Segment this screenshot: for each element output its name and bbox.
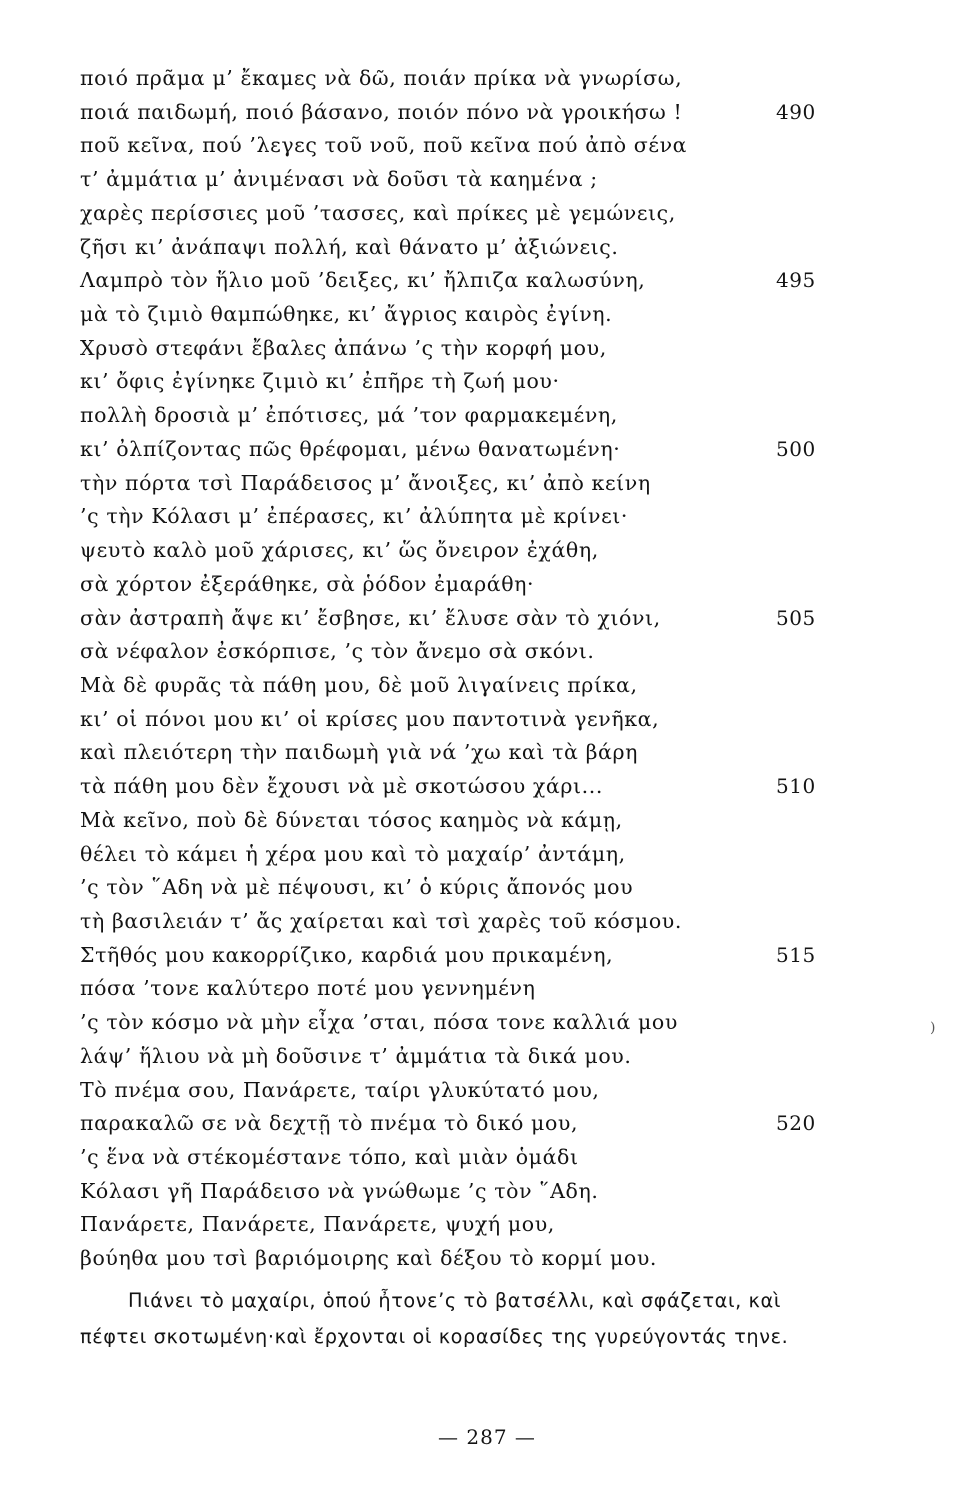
verse-text: χαρὲς περίσσιες μοῦ ’τασσες, καὶ πρίκες μὲ γεμώνεις, [80,200,676,225]
verse-line [80,939,860,973]
verse-text: καὶ πλειότερη τὴν παιδωμὴ γιὰ νά ’χω καὶ τὰ βάρη [80,740,639,765]
verse-line [80,332,860,366]
verse-line [80,231,860,265]
margin-mark: ) [930,1020,936,1036]
verse-line [80,62,860,96]
verse-line [80,163,860,197]
verse-line [80,703,860,737]
verse-text: κι’ οἱ πόνοι μου κι’ οἱ κρίσες μου παντοτινὰ γενῆκα, [80,706,660,731]
verse-line [80,804,860,838]
verse-line [80,1175,860,1209]
verse-text: βούηθα μου τσὶ βαριόμοιρης καὶ δέξου τὸ κορμί μου. [80,1246,658,1271]
verse-text: Στῆθός μου κακορρίζικο, καρδιά μου πρικαμένη, [80,942,614,967]
verse-text: θέλει τὸ κάμει ἡ χέρα μου καὶ τὸ μαχαίρ’ ἀντάμη, [80,841,626,866]
verse-text: ποιά παιδωμή, ποιό βάσανο, ποιόν πόνο νὰ γροικήσω ! [80,99,683,124]
verse-text: ’ς τὸν ῞Αδη νὰ μὲ πέψουσι, κι’ ὁ κύρις ἄπονός μου [80,875,634,900]
verse-text: σὰν ἀστραπὴ ἄψε κι’ ἔσβησε, κι’ ἔλυσε σὰν τὸ χιόνι, [80,605,661,630]
verse-text: Πανάρετε, Πανάρετε, Πανάρετε, ψυχή μου, [80,1212,555,1237]
verse-text: Μὰ δὲ φυρᾶς τὰ πάθη μου, δὲ μοῦ λιγαίνεις πρίκα, [80,672,638,697]
verse-text: τὴν πόρτα τσὶ Παράδεισος μ’ ἄνοιξες, κι’ ἀπὸ κείνη [80,470,651,495]
verse-line [80,534,860,568]
verse-text: Μὰ κεῖνο, ποὺ δὲ δύνεται τόσος καημὸς νὰ κάμῃ, [80,807,623,832]
verse-line [80,399,860,433]
verse-text: Τὸ πνέμα σου, Πανάρετε, ταίρι γλυκύτατό μου, [80,1077,600,1102]
line-number: 510 [776,774,816,799]
verse-line [80,1006,860,1040]
verse-line [80,129,860,163]
verse-text: ψευτὸ καλὸ μοῦ χάρισες, κι’ ὥς ὄνειρον ἐχάθη, [80,538,599,563]
verse-line [80,433,860,467]
verse-text: ποῦ κεῖνα, πού ’λεγες τοῦ νοῦ, ποῦ κεῖνα πού ἀπὸ σένα [80,133,688,158]
stage-direction [80,1283,850,1355]
verse-line [80,197,860,231]
line-number: 505 [776,605,816,630]
line-number: 520 [776,1111,816,1136]
verse-line [80,736,860,770]
verse-text: μὰ τὸ ζιμιὸ θαμπώθηκε, κι’ ἄγριος καιρὸς ἐγίνη. [80,302,613,327]
verse-line [80,264,860,298]
verse-line [80,905,860,939]
verse-text: πολλὴ δροσιὰ μ’ ἐπότισες, μά ’τον φαρμακεμένη, [80,403,618,428]
verse-text: Χρυσὸ στεφάνι ἔβαλες ἀπάνω ’ς τὴν κορφή μου, [80,335,607,360]
stage-direction-line-1: Πιάνει τὸ μαχαίρι, ὁπού ἦτονε’ς τὸ βατσέλλι, καὶ σφάζεται, καὶ [128,1289,781,1312]
verse-block [80,62,860,1276]
verse-line [80,770,860,804]
verse-text: κι’ ὀλπίζοντας πῶς θρέφομαι, μένω θανατωμένη· [80,436,621,461]
verse-text: Κόλασι γῆ Παράδεισο νὰ γνώθωμε ’ς τὸν ῞Αδη. [80,1178,599,1203]
verse-text: παρακαλῶ σε νὰ δεχτῇ τὸ πνέμα τὸ δικό μου, [80,1111,579,1136]
verse-text: τ’ ἀμμάτια μ’ ἀνιμένασι νὰ δοῦσι τὰ καημένα ; [80,167,598,192]
verse-text: πόσα ’τονε καλύτερο ποτέ μου γεννημένη [80,976,536,1001]
verse-line [80,838,860,872]
verse-line [80,1074,860,1108]
line-number: 490 [776,99,816,124]
verse-text: ’ς τὴν Κόλασι μ’ ἐπέρασες, κι’ ἀλύπητα μὲ κρίνει· [80,504,629,529]
verse-line [80,467,860,501]
verse-line [80,568,860,602]
line-number: 500 [776,436,816,461]
verse-text: λάψ’ ἥλιου νὰ μὴ δοῦσινε τ’ ἀμμάτια τὰ δικά μου. [80,1043,632,1068]
verse-text: σὰ χόρτον ἐξεράθηκε, σὰ ῥόδον ἐμαράθη· [80,571,535,596]
verse-line [80,500,860,534]
verse-line [80,298,860,332]
verse-text: ποιό πρᾶμα μ’ ἔκαμες νὰ δῶ, ποιάν πρίκα νὰ γνωρίσω, [80,66,683,90]
stage-direction-line-2: πέφτει σκοτωμένη·καὶ ἔρχονται οἱ κορασίδες της γυρεύγοντάς τηνε. [80,1325,789,1348]
verse-text: Λαμπρὸ τὸν ἥλιο μοῦ ’δειξες, κι’ ἤλπιζα καλωσύνη, [80,268,646,293]
verse-line [80,635,860,669]
verse-line [80,1040,860,1074]
verse-line [80,602,860,636]
verse-text: ζῆσι κι’ ἀνάπαψι πολλή, καὶ θάνατο μ’ ἀξιώνεις. [80,234,619,259]
verse-line [80,871,860,905]
verse-line [80,365,860,399]
line-number: 495 [776,268,816,293]
page-number: — 287 — [438,1425,536,1449]
verse-text: σὰ νέφαλον ἐσκόρπισε, ’ς τὸν ἄνεμο σὰ σκόνι. [80,639,595,664]
verse-text: τὰ πάθη μου δὲν ἔχουσι νὰ μὲ σκοτώσου χάρι... [80,774,603,799]
verse-text: ’ς τὸν κόσμο νὰ μὴν εἶχα ’σται, πόσα τονε καλλιά μου [80,1010,678,1035]
verse-line [80,669,860,703]
verse-text: τὴ βασιλειάν τ’ ἄς χαίρεται καὶ τσὶ χαρὲς τοῦ κόσμου. [80,908,682,933]
verse-text: ’ς ἕνα νὰ στέκομέστανε τόπο, καὶ μιὰν ὁμάδι [80,1145,579,1169]
verse-text: κι’ ὄφις ἐγίνηκε ζιμιὸ κι’ ἐπῆρε τὴ ζωή μου· [80,369,560,394]
verse-line [80,1141,860,1175]
verse-line [80,96,860,130]
verse-line [80,1107,860,1141]
line-number: 515 [776,942,816,967]
verse-line [80,1208,860,1242]
verse-line [80,972,860,1006]
verse-line [80,1242,860,1276]
